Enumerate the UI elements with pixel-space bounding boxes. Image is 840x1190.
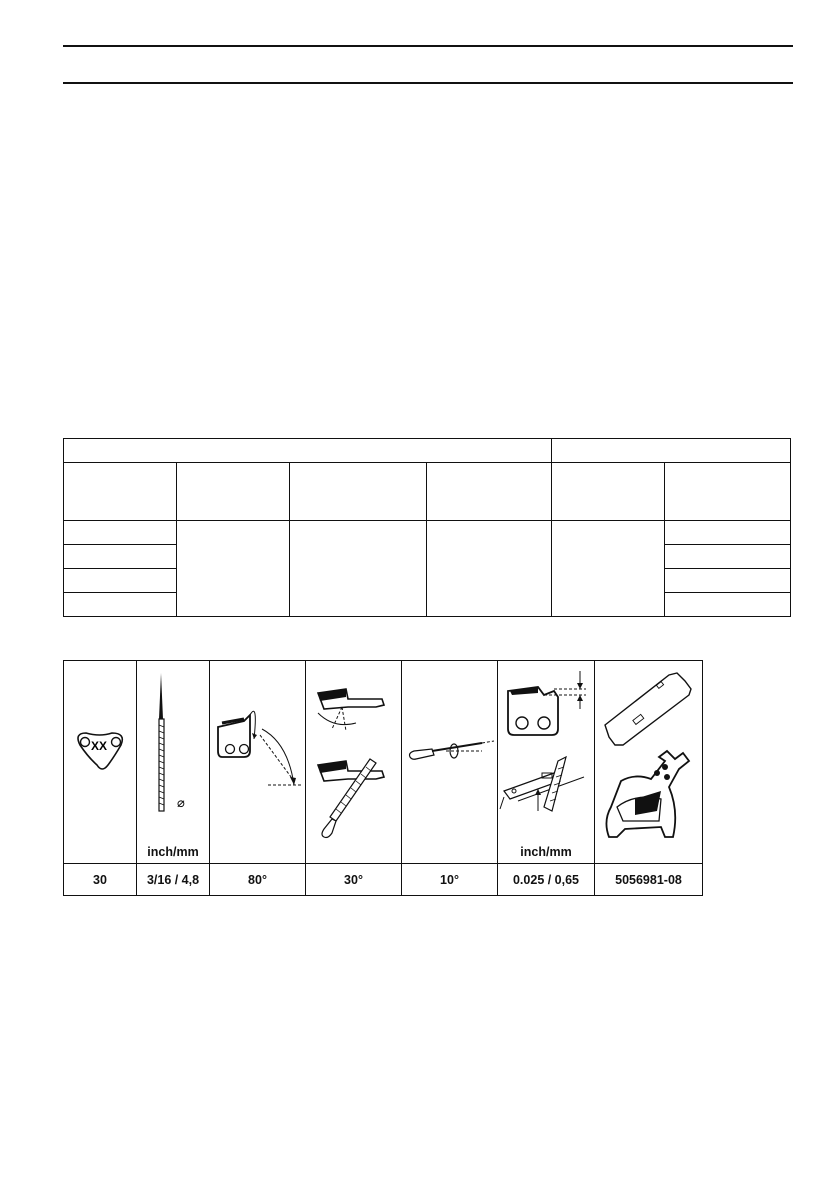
file-gauge-value: 5056981-08: [595, 863, 702, 896]
depth-gauge-value: 0.025 / 0,65: [498, 863, 594, 896]
diameter-symbol: ⌀: [177, 796, 185, 811]
filing-angle-cell: [306, 661, 402, 895]
table-cell: [665, 569, 791, 593]
drive-links-cell: [64, 661, 137, 895]
file-diameter-unit: inch/mm: [147, 845, 199, 859]
drive-link-icon: [64, 661, 137, 861]
table-cell: [665, 593, 791, 617]
table-subheader: [427, 463, 552, 521]
table-cell: [64, 569, 177, 593]
table-subheader: [177, 463, 290, 521]
file-diameter-cell: [137, 661, 210, 895]
file-gauge-cell: [595, 661, 702, 895]
round-file-icon: [137, 661, 210, 861]
drive-link-mark: XX: [90, 739, 108, 753]
chain-specification-table: [63, 438, 791, 617]
file-holder-angle-value: 10°: [402, 863, 497, 896]
file-holder-icon: [402, 661, 498, 861]
table-cell-merged: [177, 521, 290, 617]
table-subheader: [552, 463, 665, 521]
depth-gauge-icon: [498, 661, 595, 861]
table-cell: [64, 521, 177, 545]
table-header-right: [552, 439, 791, 463]
table-cell: [64, 545, 177, 569]
file-gauge-tool-icon: [595, 661, 702, 861]
table-cell-merged: [290, 521, 427, 617]
drive-links-value: 30: [64, 863, 136, 896]
file-holder-angle-cell: [402, 661, 498, 895]
sharpening-spec-strip: [63, 660, 703, 896]
cutter-angle-icon: [210, 661, 306, 861]
table-subheader: [665, 463, 791, 521]
file-diameter-value: 3/16 / 4,8: [137, 863, 209, 896]
header-rule-top: [63, 45, 793, 47]
filing-angle-value: 30°: [306, 863, 401, 896]
table-cell-merged: [552, 521, 665, 617]
header-rule-bottom: [63, 82, 793, 84]
table-cell: [665, 545, 791, 569]
table-cell: [665, 521, 791, 545]
depth-gauge-cell: [498, 661, 595, 895]
top-plate-angle-value: 80°: [210, 863, 305, 896]
filing-angle-icon: [306, 661, 402, 861]
table-subheader: [290, 463, 427, 521]
top-plate-angle-cell: [210, 661, 306, 895]
table-cell: [64, 593, 177, 617]
table-subheader: [64, 463, 177, 521]
table-header-left: [64, 439, 552, 463]
depth-gauge-unit: inch/mm: [520, 845, 572, 859]
table-cell-merged: [427, 521, 552, 617]
